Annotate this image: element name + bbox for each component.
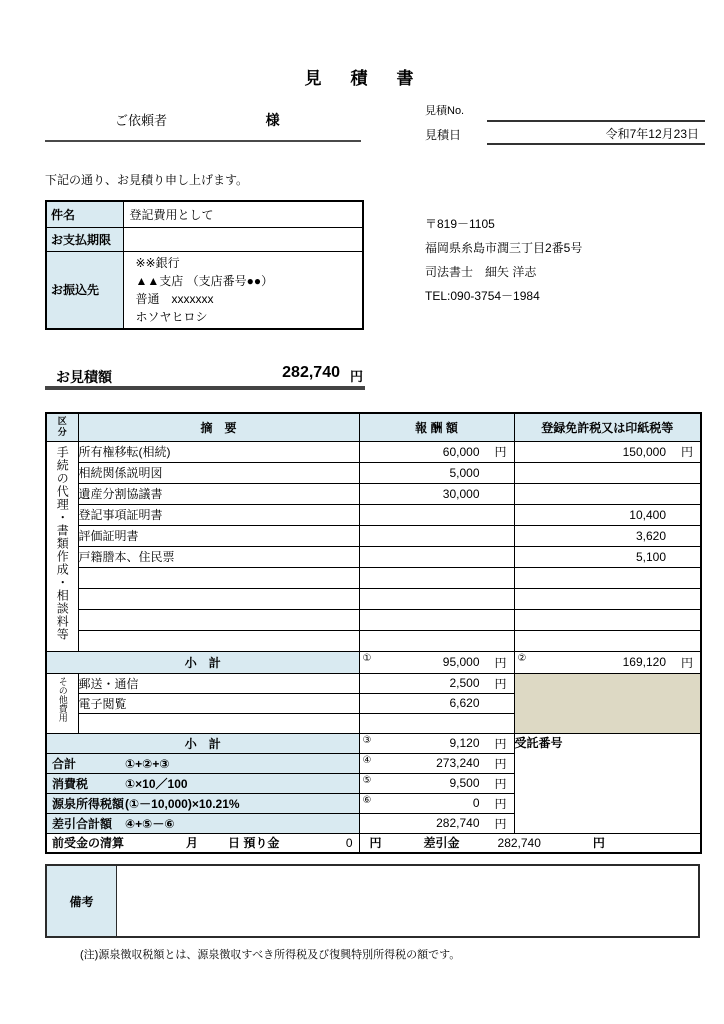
- due-date-label: お支払期限: [46, 227, 123, 251]
- circle-1-mark: ①: [362, 652, 372, 664]
- total-label-cell: 合計 ①+②+③: [46, 753, 359, 773]
- fee-breakdown-table: [45, 412, 702, 854]
- fee-item-row: [46, 609, 701, 630]
- remarks-content: [117, 866, 698, 936]
- document-title: 見 積 書: [304, 69, 420, 88]
- item-fee: [359, 504, 514, 525]
- subtotal1-label: 小 計: [46, 651, 359, 673]
- item-description: [78, 713, 359, 733]
- advance-payment-right-cell: [359, 833, 701, 853]
- advance-deposit-label: 日 預り金: [228, 836, 280, 851]
- item-fee: [359, 567, 514, 588]
- subject-row: [46, 201, 363, 227]
- item-fee: 5,000: [359, 462, 514, 483]
- item-tax: [514, 609, 701, 630]
- balance-unit: 円: [592, 836, 605, 851]
- issuer-name: 司法書士 細矢 洋志: [425, 265, 537, 279]
- subtotal-row-2: [46, 733, 701, 753]
- issuer-postal-code: 〒819－1105: [425, 217, 495, 231]
- item-description: 登記事項証明書: [78, 504, 359, 525]
- circle-6-mark: ⑥: [362, 794, 372, 806]
- bank-row: [46, 251, 363, 329]
- item-tax: 3,620: [514, 525, 701, 546]
- item-description: 遺産分割協議書: [78, 483, 359, 504]
- fee-item-row: [46, 525, 701, 546]
- balance-label: 差引金: [423, 836, 460, 851]
- total-amount-cell: ④ 273,240 円: [359, 753, 514, 773]
- item-tax: [514, 462, 701, 483]
- item-fee: [359, 609, 514, 630]
- item-fee: [359, 525, 514, 546]
- subtotal1-tax: ② 169,120 円: [514, 651, 701, 673]
- item-description: [78, 609, 359, 630]
- item-tax: 10,400: [514, 504, 701, 525]
- item-description: 郵送・通信: [78, 673, 359, 693]
- fee-item-row: [46, 630, 701, 651]
- other-cost-row: [46, 673, 701, 693]
- bank-label: お振込先: [46, 251, 123, 329]
- fee-item-row: [46, 483, 701, 504]
- circle-4-mark: ④: [362, 754, 372, 766]
- item-description: 相続関係説明図: [78, 462, 359, 483]
- estimate-date-rule: [487, 143, 705, 145]
- consumption-tax-label-cell: 消費税 ①×10／100: [46, 773, 359, 793]
- client-underline-rule: [45, 140, 361, 142]
- item-fee: [359, 713, 514, 733]
- item-tax: [514, 588, 701, 609]
- circle-5-mark: ⑤: [362, 774, 372, 786]
- estimate-date-value: 令和7年12月23日: [605, 127, 699, 141]
- estimate-total-double-rule: [45, 386, 365, 390]
- item-description: 電子閲覧: [78, 693, 359, 713]
- col-header-category: 区分: [46, 413, 78, 441]
- advance-payment-row: [46, 833, 701, 853]
- issuer-block: [425, 212, 582, 308]
- subject-label: 件名: [46, 201, 123, 227]
- estimate-no-label: 見積No.: [425, 105, 465, 117]
- advance-payment-label: 前受金の清算: [52, 836, 125, 851]
- circle-3-mark: ③: [362, 734, 372, 746]
- shaded-unused-cell: [514, 673, 701, 733]
- circle-2-mark: ②: [517, 652, 527, 664]
- item-description: [78, 588, 359, 609]
- withholding-tax-formula: (①－10,000)×10.21%: [125, 796, 240, 811]
- item-description: 戸籍謄本、住民票: [78, 546, 359, 567]
- item-tax: [514, 630, 701, 651]
- intro-text: 下記の通り、お見積り申し上げます。: [45, 173, 249, 187]
- item-fee: 60,000 円: [359, 441, 514, 462]
- bank-branch: ▲▲支店 （支店番号●●）: [135, 273, 274, 288]
- fee-item-row: [46, 588, 701, 609]
- issuer-tel: TEL:090-3754－1984: [425, 289, 540, 303]
- fee-item-row: [46, 504, 701, 525]
- consignment-number-cell: 受託番号: [514, 733, 701, 833]
- col-header-fee: 報 酬 額: [359, 413, 514, 441]
- estimate-no-rule: [487, 120, 705, 122]
- footnote-text: (注)源泉徴収税額とは、源泉徴収すべき所得税及び復興特別所得税の額です。: [80, 949, 461, 961]
- net-total-formula: ④+⑤－⑥: [125, 816, 175, 831]
- client-line: [45, 110, 360, 130]
- subject-value: 登記費用として: [123, 201, 363, 227]
- bank-account-holder: ホソヤヒロシ: [135, 309, 208, 324]
- item-fee: 30,000: [359, 483, 514, 504]
- item-fee: 2,500 円: [359, 673, 514, 693]
- fee-item-row: [46, 441, 701, 462]
- consumption-tax-formula: ①×10／100: [125, 776, 188, 791]
- item-fee: [359, 546, 514, 567]
- item-tax: [514, 567, 701, 588]
- advance-month-label: 月: [186, 836, 199, 851]
- total-formula: ①+②+③: [125, 756, 170, 771]
- issuer-address: 福岡県糸島市潤三丁目2番5号: [425, 241, 583, 255]
- table-header-row: [46, 413, 701, 441]
- client-honorific: 様: [265, 112, 280, 128]
- item-description: 所有権移転(相続): [78, 441, 359, 462]
- subtotal1-fee: ① 95,000 円: [359, 651, 514, 673]
- bank-details: [123, 251, 363, 329]
- item-tax: 5,100: [514, 546, 701, 567]
- client-label: ご依頼者: [115, 113, 168, 128]
- estimate-total-label: お見積額: [56, 369, 112, 385]
- item-tax: 150,000 円: [514, 441, 701, 462]
- bank-account-number: 普通 xxxxxxx: [135, 291, 214, 306]
- bank-name: ※※銀行: [135, 255, 180, 270]
- category-group-procedures: 手続の代理・書類作成・相談料等: [46, 441, 78, 651]
- fee-item-row: [46, 462, 701, 483]
- item-tax: [514, 483, 701, 504]
- item-description: [78, 567, 359, 588]
- item-fee: 6,620: [359, 693, 514, 713]
- col-header-summary: 摘 要: [78, 413, 359, 441]
- subtotal2-fee: ③ 9,120 円: [359, 733, 514, 753]
- fee-item-row: [46, 567, 701, 588]
- net-total-label-cell: 差引合計額 ④+⑤－⑥: [46, 813, 359, 833]
- advance-deposit-unit: 円: [369, 836, 382, 851]
- withholding-tax-amount-cell: ⑥ 0 円: [359, 793, 514, 813]
- subtotal-row-1: [46, 651, 701, 673]
- balance-amount: 282,740: [497, 835, 541, 850]
- item-fee: [359, 588, 514, 609]
- estimate-total-amount: 282,740: [282, 364, 340, 381]
- consumption-tax-amount-cell: ⑤ 9,500 円: [359, 773, 514, 793]
- net-total-amount-cell: 282,740 円: [359, 813, 514, 833]
- estimate-date-label: 見積日: [425, 128, 462, 142]
- item-description: [78, 630, 359, 651]
- col-header-tax: 登録免許税又は印紙税等: [514, 413, 701, 441]
- payment-info-table: [45, 200, 364, 330]
- withholding-tax-label-cell: 源泉所得税額(①－10,000)×10.21%: [46, 793, 359, 813]
- remarks-box: [45, 864, 700, 938]
- advance-payment-left-cell: [46, 833, 359, 853]
- item-fee: [359, 630, 514, 651]
- due-date-row: [46, 227, 363, 251]
- subtotal2-label: 小 計: [46, 733, 359, 753]
- fee-item-row: [46, 546, 701, 567]
- advance-deposit-amount: 0: [345, 835, 353, 850]
- due-date-value: [123, 227, 363, 251]
- estimate-total-unit: 円: [350, 369, 364, 384]
- category-group-other-costs: その他費用: [46, 673, 78, 733]
- item-description: 評価証明書: [78, 525, 359, 546]
- remarks-label: 備考: [47, 866, 117, 936]
